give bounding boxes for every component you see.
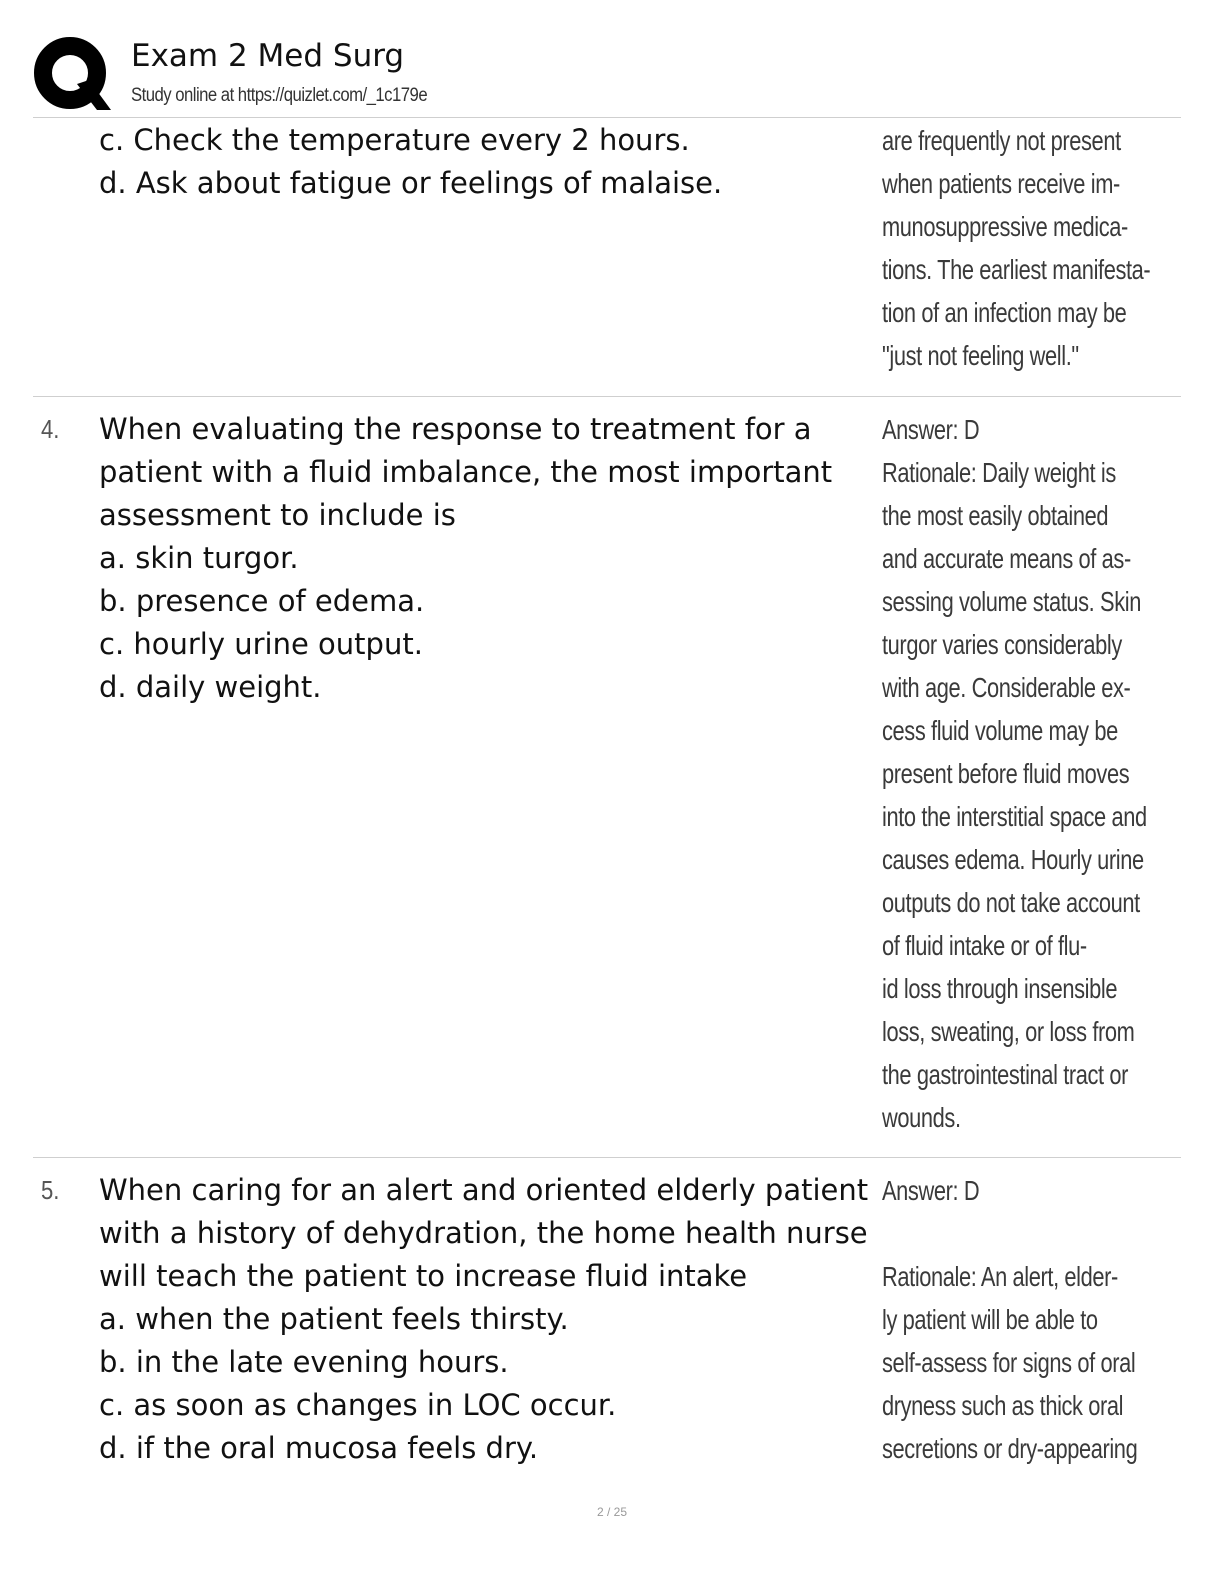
answer-line: the gastrointestinal tract or [882,1059,1129,1090]
answer-line: wounds. [882,1102,961,1133]
question-number: 5. [41,1175,60,1205]
answer-line: Answer: D [882,414,980,445]
question-line: c. as soon as changes in LOC occur. [99,1388,617,1422]
question-text-card-3 [99,119,879,205]
answer-line: ly patient will be able to [882,1304,1098,1335]
answer-line: "just not feeling well." [882,340,1079,371]
answer-line: are frequently not present [882,125,1121,156]
document-title: Exam 2 Med Surg [131,38,405,74]
answer-line: munosuppressive medica- [882,211,1128,242]
answer-line: loss, sweating, or loss from [882,1016,1135,1047]
question-line: patient with a fluid imbalance, the most important [99,455,833,489]
header-divider [33,117,1181,118]
answer-line [882,1212,1163,1255]
question-line: with a history of dehydration, the home health nurse [99,1216,868,1250]
card-divider [33,396,1181,397]
question-line: a. when the patient feels thirsty. [99,1302,569,1336]
answer-line: with age. Considerable ex- [882,672,1131,703]
page-number: 2 / 25 [596,1505,628,1519]
answer-line: dryness such as thick oral [882,1390,1124,1421]
answer-line: Rationale: An alert, elder- [882,1261,1118,1292]
answer-line: Rationale: Daily weight is [882,457,1116,488]
answer-line: the most easily obtained [882,500,1109,531]
answer-text-card-5 [882,1169,1163,1470]
answer-line: outputs do not take account [882,887,1140,918]
study-online-link[interactable]: Study online at https://quizlet.com/_1c179e [131,85,428,106]
answer-line: secretions or dry-appearing [882,1433,1138,1464]
question-text-card-4 [99,408,879,709]
answer-line: present before fluid moves [882,758,1130,789]
question-number: 4. [41,414,60,444]
question-line: will teach the patient to increase fluid intake [99,1259,748,1293]
answer-line: tion of an infection may be [882,297,1127,328]
quizlet-logo-icon [33,36,111,114]
answer-line: turgor varies considerably [882,629,1122,660]
question-line: d. if the oral mucosa feels dry. [99,1431,539,1465]
answer-line: cess fluid volume may be [882,715,1118,746]
card-divider [33,1157,1181,1158]
answer-line: id loss through insensible [882,973,1118,1004]
question-line: c. Check the temperature every 2 hours. [99,123,690,157]
answer-line: into the interstitial space and [882,801,1147,832]
question-line: b. in the late evening hours. [99,1345,509,1379]
answer-line: sessing volume status. Skin [882,586,1141,617]
question-line: When evaluating the response to treatment for a [99,412,812,446]
question-line: d. daily weight. [99,670,322,704]
question-text-card-5 [99,1169,879,1470]
answer-line: and accurate means of as- [882,543,1131,574]
question-line: b. presence of edema. [99,584,425,618]
question-line: c. hourly urine output. [99,627,423,661]
answer-line: when patients receive im- [882,168,1120,199]
answer-text-card-4 [882,408,1163,1139]
question-line: assessment to include is [99,498,456,532]
answer-line: causes edema. Hourly urine [882,844,1144,875]
question-line: a. skin turgor. [99,541,299,575]
question-line: d. Ask about fatigue or feelings of malaise. [99,166,723,200]
answer-line: self-assess for signs of oral [882,1347,1136,1378]
question-line: When caring for an alert and oriented elderly patient [99,1173,869,1207]
answer-text-card-3 [882,119,1163,377]
answer-line: tions. The earliest manifesta- [882,254,1151,285]
answer-line: of fluid intake or of flu- [882,930,1087,961]
answer-line: Answer: D [882,1175,980,1206]
